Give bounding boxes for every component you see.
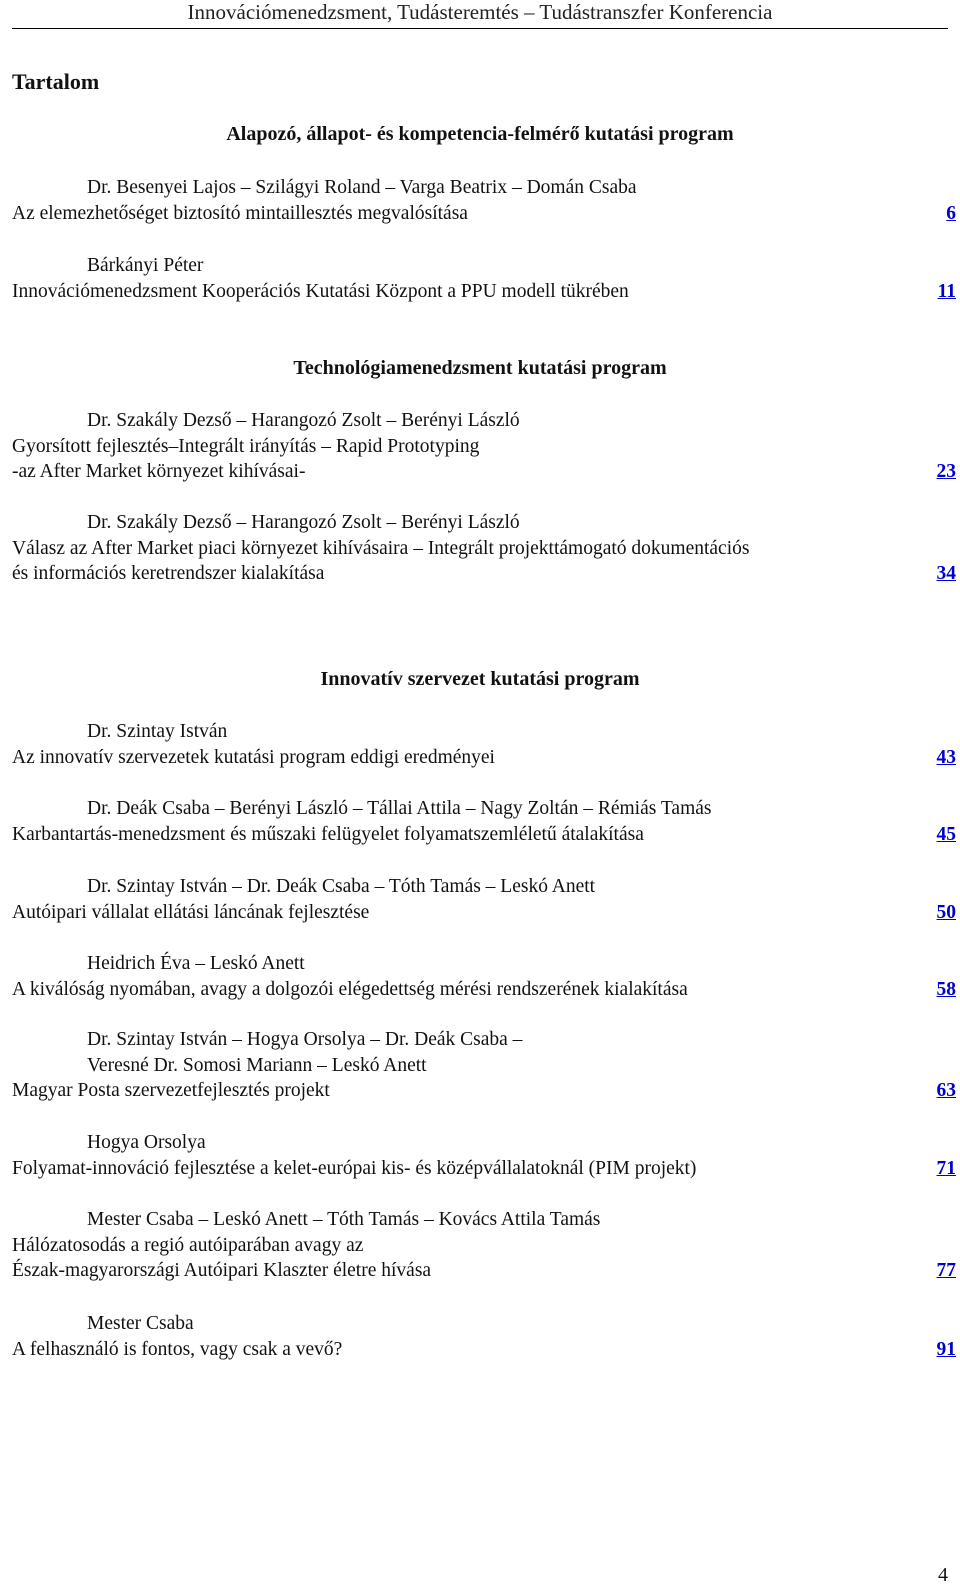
page-link[interactable]: 50 [936, 901, 956, 923]
entry-title: Válasz az After Market piaci környezet kihívásaira – Integrált projekttámogató dokumentációs [12, 537, 750, 559]
toc-entry [12, 951, 956, 1002]
entry-title: Hálózatosodás a regió autóiparában avagy az [12, 1234, 364, 1256]
toc-entry [12, 1207, 956, 1284]
entry-title-row [12, 1078, 956, 1104]
entry-title-row [12, 1156, 956, 1182]
page-link[interactable]: 23 [936, 461, 956, 482]
entry-authors: Dr. Szakály Dezső – Harangozó Zsolt – Berényi László [87, 410, 520, 431]
entry-title-row [12, 201, 956, 227]
page-link[interactable]: 45 [936, 823, 956, 845]
page-link[interactable]: 43 [936, 746, 956, 768]
page-number: 4 [938, 1564, 948, 1586]
entry-authors: Dr. Szakály Dezső – Harangozó Zsolt – Berényi László [87, 512, 520, 533]
section-title-technologia: Technológiamenedzsment kutatási program [293, 357, 667, 379]
entry-title: Az innovatív szervezetek kutatási program eddigi eredményei [12, 746, 495, 768]
entry-authors: Dr. Deák Csaba – Berényi László – Tállai Attila – Nagy Zoltán – Rémiás Tamás [87, 798, 712, 819]
entry-title-row [12, 536, 956, 587]
entry-title: Innovációmenedzsment Kooperációs Kutatási Központ a PPU modell tükrében [12, 280, 629, 302]
entry-title-row [12, 279, 956, 305]
page-link[interactable]: 71 [936, 1157, 956, 1179]
entry-title-continued: -az After Market környezet kihívásai- [12, 461, 306, 482]
entry-title: Karbantartás-menedzsment és műszaki felügyelet folyamatszemléletű átalakítása [12, 823, 644, 845]
entry-title-row [12, 1337, 956, 1363]
entry-title: Autóipari vállalat ellátási láncának fejlesztése [12, 901, 370, 923]
toc-title: Tartalom [12, 69, 100, 94]
toc-entry [12, 1027, 956, 1104]
page-link[interactable]: 91 [936, 1338, 956, 1360]
section-title-alapozo: Alapozó, állapot- és kompetencia-felmérő kutatási program [226, 123, 734, 145]
section-title-innovativ: Innovatív szervezet kutatási program [320, 668, 640, 690]
toc-entry [12, 874, 956, 925]
entry-authors: Hogya Orsolya [87, 1132, 206, 1153]
entry-authors: Bárkányi Péter [87, 255, 204, 276]
page-link[interactable]: 58 [936, 978, 956, 1000]
toc-entry [12, 253, 956, 304]
entry-title-row [12, 822, 956, 848]
entry-authors: Mester Csaba – Leskó Anett – Tóth Tamás – Kovács Attila Tamás [87, 1209, 601, 1230]
entry-authors: Heidrich Éva – Leskó Anett [87, 953, 305, 974]
entry-title-row [12, 900, 956, 926]
entry-title-row [12, 434, 956, 485]
entry-title-row [12, 1233, 956, 1284]
entry-title: Folyamat-innováció fejlesztése a kelet-európai kis- és középvállalatoknál (PIM projekt) [12, 1157, 697, 1179]
entry-title-continued: és információs keretrendszer kialakítása [12, 563, 325, 584]
page-header: Innovációmenedzsment, Tudásteremtés – Tudástranszfer Konferencia [187, 0, 773, 24]
entry-title-row [12, 745, 956, 771]
header-divider [12, 28, 948, 29]
toc-entry [12, 175, 956, 226]
entry-title: Az elemezhetőséget biztosító mintaillesztés megvalósítása [12, 202, 468, 224]
entry-authors: Dr. Szintay István – Hogya Orsolya – Dr. Deák Csaba – [87, 1029, 523, 1050]
entry-authors: Dr. Szintay István [87, 721, 228, 742]
toc-entry [12, 1311, 956, 1362]
page-link[interactable]: 63 [936, 1080, 956, 1101]
page-link[interactable]: 6 [946, 202, 956, 224]
entry-authors: Dr. Besenyei Lajos – Szilágyi Roland – Varga Beatrix – Domán Csaba [87, 177, 637, 198]
entry-title-row [12, 977, 956, 1003]
toc-entry [12, 796, 956, 847]
page-link[interactable]: 77 [936, 1260, 956, 1281]
entry-authors: Mester Csaba [87, 1313, 194, 1334]
entry-title: Gyorsított fejlesztés–Integrált irányítás – Rapid Prototyping [12, 435, 480, 457]
entry-authors: Dr. Szintay István – Dr. Deák Csaba – Tóth Tamás – Leskó Anett [87, 876, 596, 897]
page-link[interactable]: 11 [937, 280, 956, 302]
toc-entry [12, 408, 956, 485]
toc-entry [12, 1130, 956, 1181]
entry-title: A felhasználó is fontos, vagy csak a vevő? [12, 1338, 343, 1360]
toc-entry [12, 510, 956, 587]
entry-title: A kiválóság nyomában, avagy a dolgozói elégedettség mérési rendszerének kialakítása [12, 978, 688, 1000]
entry-title-continued: Észak-magyarországi Autóipari Klaszter életre hívása [12, 1260, 432, 1281]
entry-authors-continued: Veresné Dr. Somosi Mariann – Leskó Anett [87, 1054, 427, 1076]
entry-title: Magyar Posta szervezetfejlesztés projekt [12, 1080, 330, 1101]
page-link[interactable]: 34 [936, 563, 956, 584]
toc-entry [12, 719, 956, 770]
